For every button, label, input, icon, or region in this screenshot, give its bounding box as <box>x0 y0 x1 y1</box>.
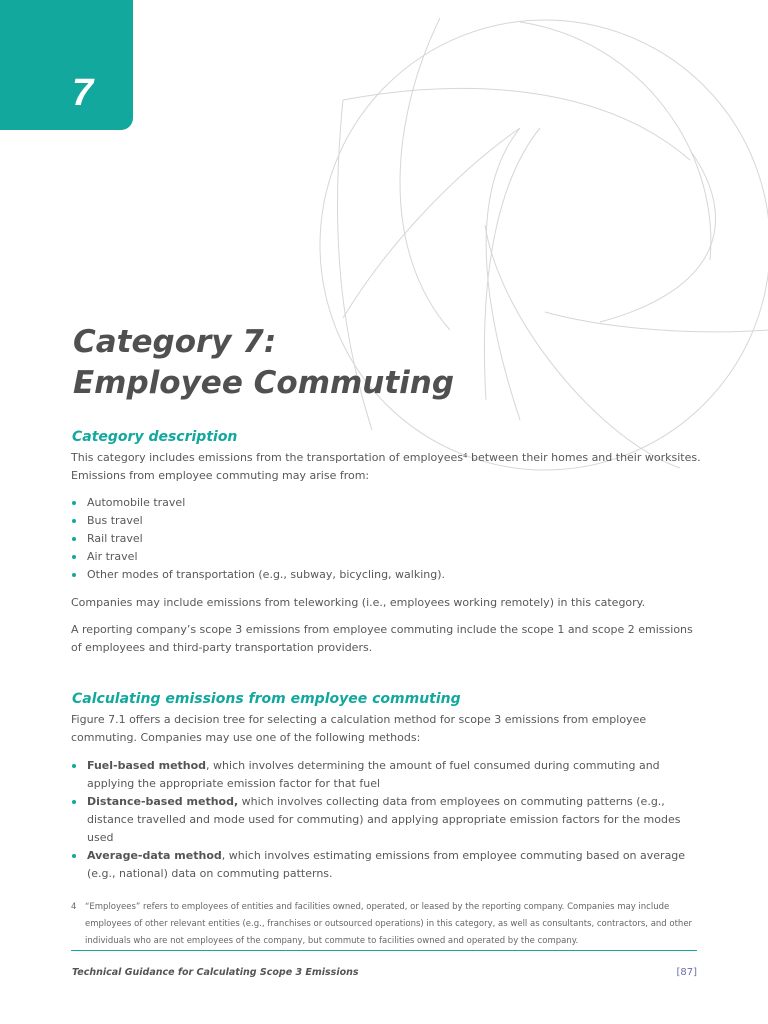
method-term: Distance-based method, <box>87 795 239 808</box>
page-title <box>73 322 454 404</box>
bullet-dot <box>72 537 76 541</box>
description-intro: This category includes emissions from the transportation of employees⁴ between their homes and their worksites. Emissions from employee commuting may arise from: <box>71 451 701 482</box>
list-item: Automobile travel <box>71 494 701 512</box>
commute-modes-list <box>71 494 701 584</box>
bullet-dot <box>72 501 76 505</box>
title-line-2: Employee Commuting <box>73 365 455 401</box>
footer-document-title: Technical Guidance for Calculating Scope 3 Emissions <box>72 967 359 978</box>
footnote-number: 4 <box>71 902 77 912</box>
list-item: Bus travel <box>71 512 701 530</box>
bullet-dot <box>72 800 76 804</box>
list-item: Other modes of transportation (e.g., subway, bicycling, walking). <box>71 566 701 584</box>
method-term: Fuel-based method <box>87 759 207 772</box>
footnote <box>71 899 696 950</box>
chapter-number: 7 <box>72 72 94 114</box>
section-heading-calculating: Calculating emissions from employee commuting <box>72 691 461 707</box>
list-item: Rail travel <box>71 530 701 548</box>
calculating-intro: Figure 7.1 offers a decision tree for selecting a calculation method for scope 3 emissions from employee commuting. Companies may use one of the following methods: <box>71 713 647 744</box>
bullet-dot <box>72 555 76 559</box>
footnote-text: “Employees” refers to employees of entities and facilities owned, operated, or leased by the reporting company. Companies may include employees of other relevant entities (e.g., franchises or outsourced operations) in this category, as well as consultants, contractors, and other individuals who are not employees of the company, but commute to facilities owned and operated by the company. <box>85 902 693 946</box>
title-line-1: Category 7: <box>73 324 277 360</box>
list-item: Air travel <box>71 548 701 566</box>
bullet-dot <box>72 519 76 523</box>
teleworking-paragraph: Companies may include emissions from teleworking (i.e., employees working remotely) in this category. <box>71 596 646 609</box>
list-item: Average-data method, which involves estimating emissions from employee commuting based on average (e.g., national) data on commuting patterns. <box>71 847 701 883</box>
bullet-dot <box>72 764 76 768</box>
section-heading-description: Category description <box>72 429 238 445</box>
list-item: Distance-based method, which involves collecting data from employees on commuting patterns (e.g., distance travelled and mode used for commuting) and applying appropriate emission factors for the modes used <box>71 793 701 847</box>
method-term: Average-data method <box>87 849 222 862</box>
bullet-dot <box>72 573 76 577</box>
list-item: Fuel-based method, which involves determining the amount of fuel consumed during commuting and applying the appropriate emission factor for that fuel <box>71 757 701 793</box>
methods-list <box>71 757 701 883</box>
page-number: [87] <box>676 967 697 978</box>
bullet-dot <box>72 854 76 858</box>
footer-divider <box>71 950 697 951</box>
scope-paragraph: A reporting company’s scope 3 emissions from employee commuting include the scope 1 and scope 2 emissions of employees and third-party transportation providers. <box>71 623 693 654</box>
